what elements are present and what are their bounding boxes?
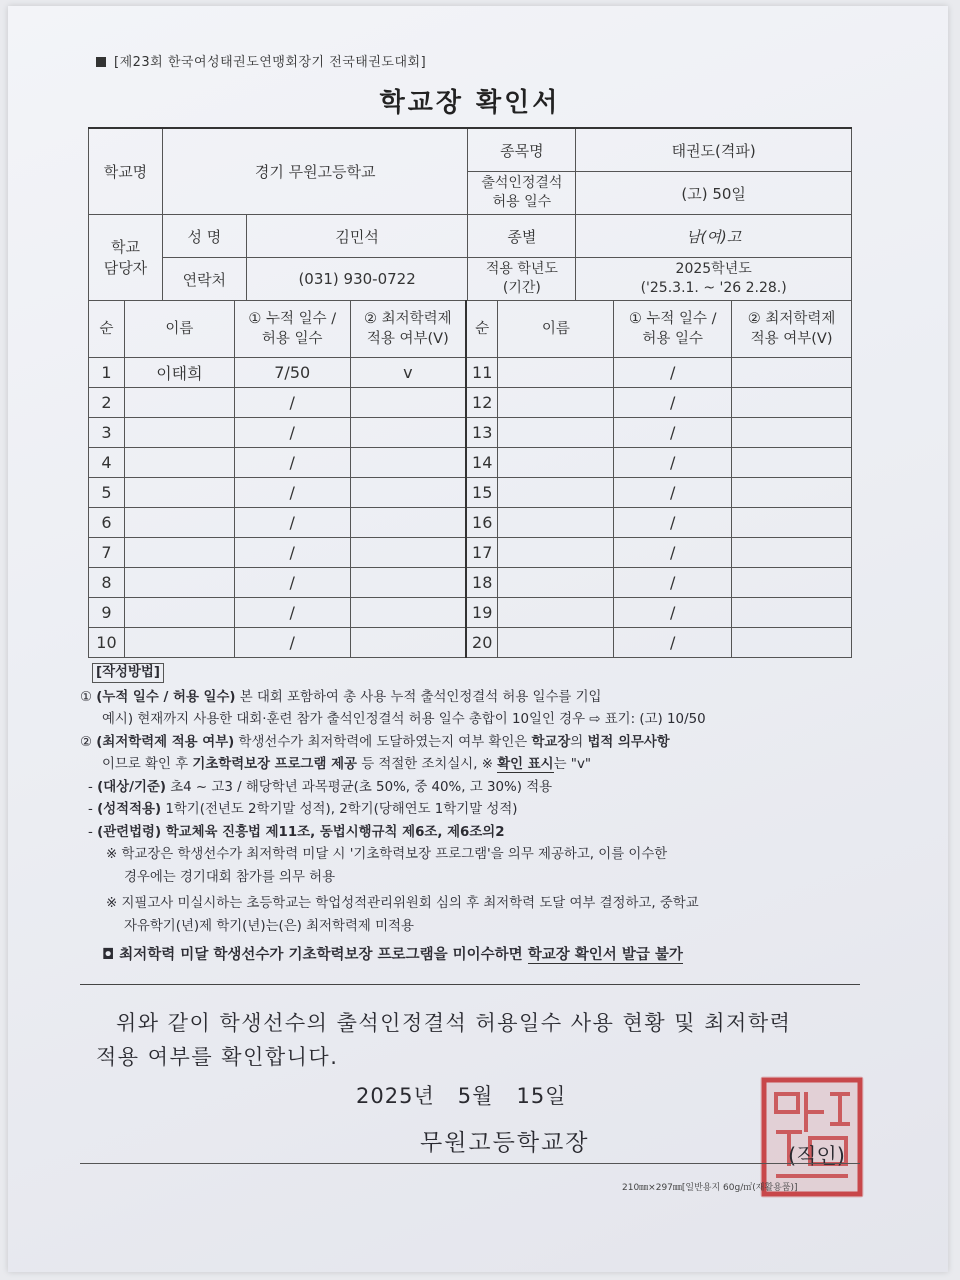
- col-no: 순: [89, 301, 125, 358]
- days-used: /: [614, 448, 732, 478]
- days-used: /: [614, 538, 732, 568]
- info-table: [88, 127, 852, 301]
- row-number: 11: [466, 358, 498, 388]
- col-min: ② 최저학력제 적용 여부(V): [350, 301, 466, 358]
- contact-label: 연락처: [162, 258, 246, 301]
- event-header: [96, 51, 426, 70]
- days-used: /: [614, 388, 732, 418]
- min-academic-check: [350, 508, 466, 538]
- table-row: [89, 628, 852, 658]
- table-row: [89, 418, 852, 448]
- col-min-right: ② 최저학력제 적용 여부(V): [732, 301, 852, 358]
- seal-label: (직인): [788, 1144, 845, 1168]
- note-1: ※ 학교장은 학생선수가 최저학력 미달 시 '기초학력보장 프로그램'을 의무 제공하고, 이를 이수한: [106, 847, 668, 862]
- days-used: /: [234, 448, 350, 478]
- bullet-grades: - (성적적용) 1학기(전년도 2학기말 성적), 2학기(당해연도 1학기말 성적): [88, 802, 518, 817]
- section-divider: [80, 984, 860, 985]
- student-name: [124, 418, 234, 448]
- col-no-right: 순: [466, 301, 498, 358]
- row-number: 18: [466, 568, 498, 598]
- school-value: 경기 무원고등학교: [162, 128, 468, 215]
- note-1-cont: 경우에는 경기대회 참가를 의무 허용: [124, 869, 336, 885]
- min-academic-check: [732, 418, 852, 448]
- days-used: /: [234, 538, 350, 568]
- days-used: /: [234, 418, 350, 448]
- min-academic-check: [732, 358, 852, 388]
- days-used: /: [234, 388, 350, 418]
- days-used: /: [614, 568, 732, 598]
- row-number: 7: [89, 538, 125, 568]
- roster-header-row: [89, 301, 852, 358]
- days-used: /: [234, 478, 350, 508]
- issue-date: 2025년 5월 15일: [356, 1084, 567, 1108]
- table-row: [89, 358, 852, 388]
- student-name: [498, 388, 614, 418]
- row-number: 13: [466, 418, 498, 448]
- min-academic-check: [732, 448, 852, 478]
- min-academic-check: [732, 538, 852, 568]
- days-used: /: [614, 418, 732, 448]
- row-number: 16: [466, 508, 498, 538]
- student-name: [124, 478, 234, 508]
- student-name: [124, 388, 234, 418]
- school-label: 학교명: [89, 128, 163, 215]
- student-name: [498, 508, 614, 538]
- student-name: [498, 598, 614, 628]
- row-number: 17: [466, 538, 498, 568]
- student-name: [498, 358, 614, 388]
- table-row: [89, 538, 852, 568]
- student-name: [498, 628, 614, 658]
- table-row: [89, 388, 852, 418]
- row-number: 8: [89, 568, 125, 598]
- student-name: [498, 478, 614, 508]
- min-academic-check: [350, 388, 466, 418]
- days-used: /: [234, 628, 350, 658]
- row-number: 14: [466, 448, 498, 478]
- row-number: 10: [89, 628, 125, 658]
- student-name: [124, 598, 234, 628]
- student-name: [124, 538, 234, 568]
- student-name: [124, 508, 234, 538]
- instruction-2-cont: 이므로 확인 후 기초학력보장 프로그램 제공 등 적절한 조치실시, ※ 확인 표시는 "v": [102, 757, 592, 772]
- contact-value: (031) 930-0722: [246, 258, 468, 301]
- student-name: [498, 418, 614, 448]
- row-number: 9: [89, 598, 125, 628]
- table-row: [89, 568, 852, 598]
- min-academic-check: [732, 388, 852, 418]
- min-academic-check: v: [350, 358, 466, 388]
- row-number: 12: [466, 388, 498, 418]
- days-used: /: [614, 598, 732, 628]
- roster-table: [88, 300, 852, 658]
- manager-label: 학교 담당자: [89, 215, 163, 301]
- min-academic-check: [732, 568, 852, 598]
- days-used: /: [614, 478, 732, 508]
- col-days: ① 누적 일수 / 허용 일수: [234, 301, 350, 358]
- gender-value: 남(여)고: [576, 215, 852, 258]
- min-academic-check: [732, 478, 852, 508]
- min-academic-check: [350, 628, 466, 658]
- gender-label: 종별: [468, 215, 576, 258]
- instruction-1: ① (누적 일수 / 허용 일수) 본 대회 포함하여 총 사용 누적 출석인정결석 허용 일수를 기입: [80, 689, 602, 705]
- min-academic-check: [732, 628, 852, 658]
- days-used: /: [234, 568, 350, 598]
- row-number: 20: [466, 628, 498, 658]
- square-bullet-icon: [96, 57, 106, 67]
- min-academic-check: [732, 508, 852, 538]
- instruction-2: ② (최저학력제 적용 여부) 학생선수가 최저학력에 도달하였는지 여부 확인은 학교장의 법적 의무사항: [80, 734, 670, 750]
- days-used: /: [234, 598, 350, 628]
- confirmation-line-2: 적용 여부를 확인합니다.: [96, 1045, 339, 1069]
- roster-body: [89, 358, 852, 658]
- student-name: [124, 448, 234, 478]
- event-label: 종목명: [468, 128, 576, 172]
- student-name: 이태희: [124, 358, 234, 388]
- row-number: 1: [89, 358, 125, 388]
- instruction-1-example: 예시) 현재까지 사용한 대회·훈련 참가 출석인정결석 허용 일수 총합이 10일인 경우 ⇨ 표기: (고) 10/50: [102, 712, 706, 727]
- row-number: 4: [89, 448, 125, 478]
- min-academic-check: [350, 598, 466, 628]
- min-academic-check: [350, 418, 466, 448]
- confirmation-line-1: 위와 같이 학생선수의 출석인정결석 허용일수 사용 현황 및 최저학력: [116, 1011, 792, 1035]
- student-name: [124, 568, 234, 598]
- student-name: [498, 448, 614, 478]
- min-academic-check: [350, 448, 466, 478]
- days-used: 7/50: [234, 358, 350, 388]
- student-name: [498, 568, 614, 598]
- paper-spec: 210㎜×297㎜[일반용지 60g/㎡(재활용품)]: [622, 1183, 798, 1193]
- min-academic-check: [350, 568, 466, 598]
- table-row: [89, 508, 852, 538]
- min-academic-check: [350, 478, 466, 508]
- year-value: 2025학년도 ('25.3.1. ~ '26 2.28.): [576, 258, 852, 301]
- days-used: /: [614, 628, 732, 658]
- instructions-heading: [작성방법]: [92, 663, 164, 683]
- row-number: 19: [466, 598, 498, 628]
- issuance-notice: ◘ 최저학력 미달 학생선수가 기초학력보장 프로그램을 미이수하면 학교장 확인서 발급 불가: [102, 947, 683, 963]
- days-used: /: [614, 508, 732, 538]
- principal-signature: 무원고등학교장: [420, 1130, 590, 1156]
- days-used: /: [614, 358, 732, 388]
- event-name: [제23회 한국여성태권도연맹회장기 전국태권도대회]: [114, 55, 427, 70]
- student-name: [498, 538, 614, 568]
- col-name: 이름: [124, 301, 234, 358]
- footer-divider: [80, 1163, 860, 1164]
- year-label: 적용 학년도 (기간): [468, 258, 576, 301]
- min-academic-check: [732, 598, 852, 628]
- bullet-target: - (대상/기준) 초4 ~ 고3 / 해당학년 과목평균(초 50%, 중 40%, 고 30%) 적용: [88, 779, 553, 795]
- student-name: [124, 628, 234, 658]
- table-row: [89, 598, 852, 628]
- row-number: 3: [89, 418, 125, 448]
- name-label: 성 명: [162, 215, 246, 258]
- note-2: ※ 지필고사 미실시하는 초등학교는 학업성적관리위원회 심의 후 최저학력 도달 여부 결정하고, 중학교: [106, 896, 699, 911]
- allowed-days-label: 출석인정결석 허용 일수: [468, 172, 576, 215]
- note-2-cont: 자유학기(년)제 학기(년)는(은) 최저학력제 미적용: [124, 918, 414, 934]
- document-title: 학교장 확인서: [379, 88, 561, 118]
- bullet-law: - (관련법령) 학교체육 진흥법 제11조, 동법시행규칙 제6조, 제6조의2: [88, 824, 505, 840]
- instructions: [80, 662, 870, 967]
- col-name-right: 이름: [498, 301, 614, 358]
- row-number: 6: [89, 508, 125, 538]
- min-academic-check: [350, 538, 466, 568]
- row-number: 5: [89, 478, 125, 508]
- col-days-right: ① 누적 일수 / 허용 일수: [614, 301, 732, 358]
- allowed-days-value: (고) 50일: [576, 172, 852, 215]
- name-value: 김민석: [246, 215, 468, 258]
- table-row: [89, 478, 852, 508]
- days-used: /: [234, 508, 350, 538]
- notice-icon: ◘: [102, 947, 115, 963]
- row-number: 2: [89, 388, 125, 418]
- table-row: [89, 448, 852, 478]
- confirmation-text: [96, 1006, 856, 1074]
- row-number: 15: [466, 478, 498, 508]
- event-value: 태권도(격파): [576, 128, 852, 172]
